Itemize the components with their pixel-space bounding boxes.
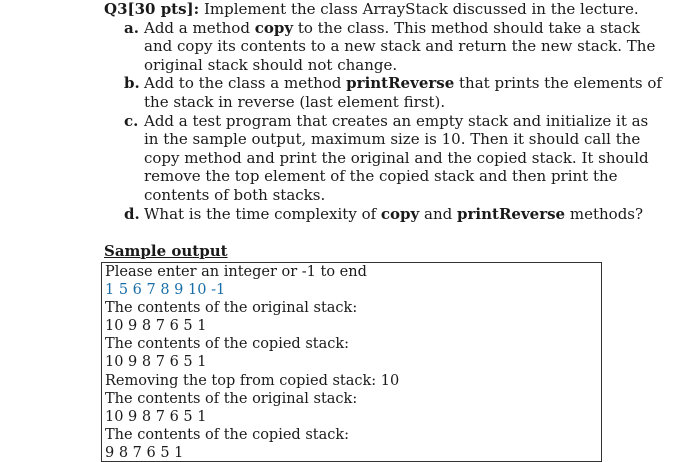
part-text-segment: to the class. This method should take a stack and copy its contents to a new stack and return the new stack. The original stack should not change. bbox=[144, 18, 656, 74]
part-text bbox=[144, 205, 643, 223]
sample-output-input-line: 1 5 6 7 8 9 10 -1 bbox=[105, 282, 226, 299]
sample-output-line: 10 9 8 7 6 5 1 bbox=[105, 318, 207, 335]
part-text bbox=[144, 74, 662, 111]
sample-output-title: Sample output bbox=[104, 242, 228, 260]
sample-output-line: 10 9 8 7 6 5 1 bbox=[105, 408, 207, 425]
part-text-segment: methods? bbox=[565, 204, 644, 223]
part-text-segment: Add a test program that creates an empty stack and initialize it as in the sample output, maximum size is 10. Then it should call the copy method and print the original and the copied stack. It should remove the top element of the copied stack and then print the contents of both stacks. bbox=[144, 111, 649, 204]
part-text-segment: What is the time complexity of bbox=[144, 204, 381, 223]
part-letter: d. bbox=[124, 204, 140, 223]
sample-output-line: Please enter an integer or -1 to end bbox=[105, 264, 367, 280]
sample-output-line: The contents of the original stack: bbox=[105, 300, 358, 317]
question-part bbox=[104, 19, 664, 75]
sample-output-line: 10 9 8 7 6 5 1 bbox=[105, 354, 207, 371]
part-keyword: printReverse bbox=[457, 204, 566, 223]
question-parts-list bbox=[104, 19, 664, 224]
question-block bbox=[104, 0, 664, 223]
sample-output-line: The contents of the copied stack: bbox=[105, 336, 350, 353]
part-text-segment: that prints the elements of the stack in reverse (last element first). bbox=[144, 74, 662, 111]
part-letter: c. bbox=[124, 111, 139, 130]
sample-output-line: The contents of the original stack: bbox=[105, 390, 358, 407]
sample-output-line: The contents of the copied stack: bbox=[105, 426, 350, 443]
part-text bbox=[144, 19, 655, 74]
question-intro: Implement the class ArrayStack discussed in the lecture. bbox=[199, 0, 639, 18]
question-part bbox=[104, 205, 664, 224]
part-keyword: copy bbox=[254, 18, 294, 37]
sample-output-box bbox=[101, 262, 602, 462]
part-letter: a. bbox=[124, 18, 139, 37]
part-text-segment: Add to the class a method bbox=[144, 74, 347, 93]
part-text bbox=[144, 112, 649, 204]
part-text-segment: and bbox=[419, 204, 458, 223]
question-part bbox=[104, 74, 664, 111]
question-label: Q3[30 pts]: bbox=[104, 0, 200, 18]
question-part bbox=[104, 112, 664, 205]
sample-output-line: 9 8 7 6 5 1 bbox=[105, 444, 184, 461]
sample-output-line: Removing the top from copied stack: 10 bbox=[105, 372, 400, 389]
part-keyword: printReverse bbox=[346, 74, 455, 93]
question-heading bbox=[104, 0, 664, 19]
part-text-segment: Add a method bbox=[144, 18, 255, 37]
part-keyword: copy bbox=[380, 204, 420, 223]
part-letter: b. bbox=[124, 74, 140, 93]
